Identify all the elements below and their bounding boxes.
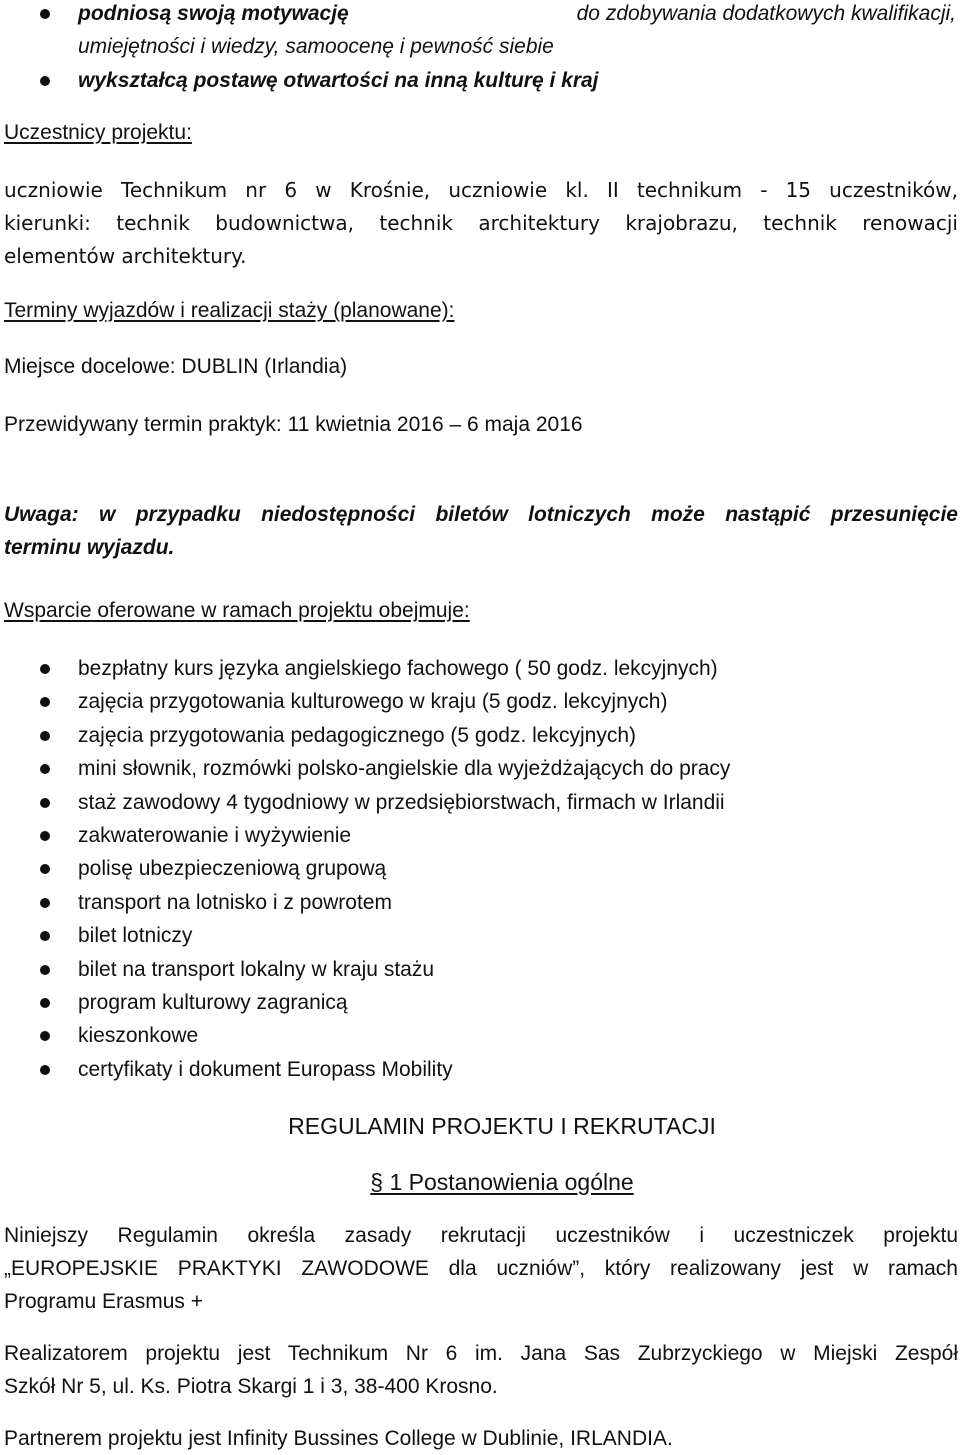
bullet-icon — [40, 998, 50, 1008]
list-item: polisę ubezpieczeniową grupową — [0, 852, 958, 885]
word: - — [760, 178, 768, 202]
word: Technikum — [121, 178, 228, 202]
bullet-icon — [40, 664, 50, 674]
list-item: mini słownik, rozmówki polsko-angielskie dla wyjeżdżających do pracy — [0, 752, 958, 785]
word: kl. — [565, 178, 589, 202]
word: Krośnie, — [349, 178, 431, 202]
regulations-paragraph-3: Partnerem projektu jest Infinity Bussines College w Dublinie, IRLANDIA. — [4, 1427, 673, 1450]
bullet-icon — [40, 965, 50, 975]
bullet-icon — [40, 831, 50, 841]
list-item: wykształcą postawę otwartości na inną kulturę i kraj — [0, 64, 958, 97]
list-item: bezpłatny kurs języka angielskiego fachowego ( 50 godz. lekcyjnych) — [0, 652, 958, 685]
list-item: program kulturowy zagranicą — [0, 986, 958, 1019]
list-item: bilet lotniczy — [0, 919, 958, 952]
note-text: Uwaga: w przypadku niedostępności biletów lotniczych może nastąpić przesunięcie terminu wyjazdu. — [4, 503, 958, 559]
term-text: Przewidywany termin praktyk: 11 kwietnia 2016 – 6 maja 2016 — [4, 413, 583, 436]
list-item: certyfikaty i dokument Europass Mobility — [0, 1053, 958, 1086]
bullet-icon — [40, 731, 50, 741]
list-item: kieszonkowe — [0, 1019, 958, 1052]
list-item: zajęcia przygotowania kulturowego w kraju (5 godz. lekcyjnych) — [0, 685, 958, 718]
bullet-text-rest: do zdobywania dodatkowych kwalifikacji, — [576, 2, 956, 25]
text-line — [4, 174, 958, 207]
word: w — [315, 178, 332, 202]
bullet-icon — [40, 798, 50, 808]
list-item: zakwaterowanie i wyżywienie — [0, 819, 958, 852]
word: nr — [245, 178, 267, 202]
list-item-continuation: umiejętności i wiedzy, samoocenę i pewność siebie — [78, 35, 554, 59]
list-item: staż zawodowy 4 tygodniowy w przedsiębiorstwach, firmach w Irlandii — [0, 786, 958, 819]
bullet-icon — [40, 864, 50, 874]
bullet-icon — [40, 9, 50, 19]
word: II — [606, 178, 619, 202]
list-item: bilet na transport lokalny w kraju stażu — [0, 953, 958, 986]
word: technikum — [636, 178, 743, 202]
regulations-paragraph-1: Niniejszy Regulamin określa zasady rekrutacji uczestników i uczestniczek projektu „EUROPEJSKIE PRAKTYKI ZAWODOWE dla uczniów”, który realizowany jest w ramach Programu Erasmus + — [4, 1224, 958, 1313]
motivation-bullets — [0, 0, 958, 97]
bullet-icon — [40, 1031, 50, 1041]
text-line: kierunki: technik budownictwa, technik architektury krajobrazu, technik renowacji — [4, 211, 958, 235]
schedule-heading: Terminy wyjazdów i realizacji staży (planowane): — [4, 299, 455, 322]
destination-text: Miejsce docelowe: DUBLIN (Irlandia) — [4, 355, 348, 378]
list-item: transport na lotnisko i z powrotem — [0, 886, 958, 919]
list-item — [0, 0, 958, 30]
bullet-icon — [40, 931, 50, 941]
regulations-title: REGULAMIN PROJEKTU I REKRUTACJI — [288, 1113, 716, 1139]
bullet-icon — [40, 76, 50, 86]
section-title: § 1 Postanowienia ogólne — [370, 1169, 634, 1195]
support-heading: Wsparcie oferowane w ramach projektu obejmuje: — [4, 599, 470, 622]
participants-heading: Uczestnicy projektu: — [4, 121, 192, 144]
list-item: zajęcia przygotowania pedagogicznego (5 godz. lekcyjnych) — [0, 719, 958, 752]
bullet-icon — [40, 898, 50, 908]
word: uczniowie — [4, 178, 103, 202]
regulations-paragraph-2: Realizatorem projektu jest Technikum Nr 6 im. Jana Sas Zubrzyckiego w Miejski Zespół Szkół Nr 5, ul. Ks. Piotra Skargi 1 i 3, 38-400 Krosno. — [4, 1342, 958, 1398]
support-list — [0, 652, 958, 1086]
word: uczestników, — [829, 178, 958, 202]
word: 15 — [785, 178, 812, 202]
bullet-icon — [40, 764, 50, 774]
participants-description — [4, 174, 958, 273]
bullet-icon — [40, 697, 50, 707]
word: 6 — [284, 178, 298, 202]
bold-phrase: podniosą swoją motywację — [78, 2, 349, 25]
word: uczniowie — [448, 178, 548, 202]
bullet-icon — [40, 1065, 50, 1075]
text-line: elementów architektury. — [4, 244, 247, 268]
